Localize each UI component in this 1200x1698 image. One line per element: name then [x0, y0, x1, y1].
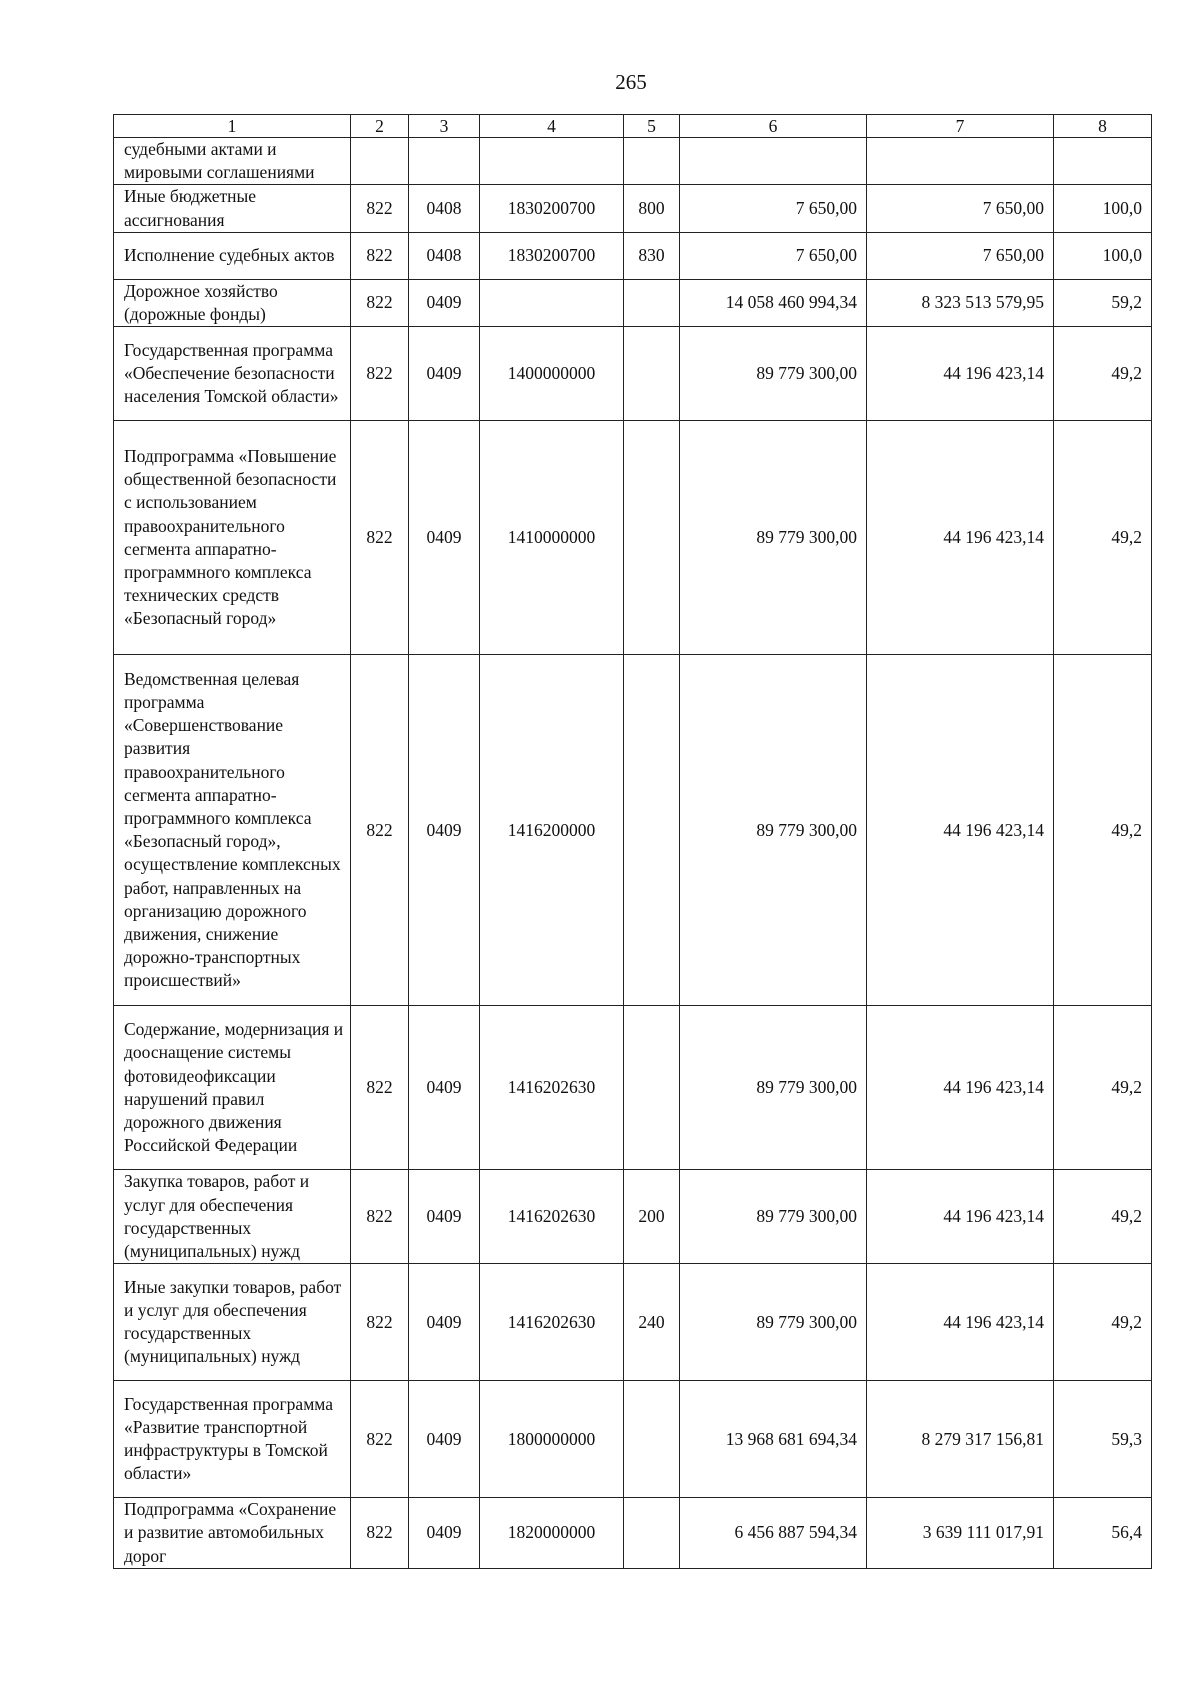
- col-8: 49,2: [1054, 1006, 1152, 1170]
- row-name: Государственная программа «Обеспечение безопасности населения Томской области»: [114, 327, 351, 421]
- table-row: [114, 1006, 1152, 1170]
- col-7: 8 323 513 579,95: [867, 279, 1054, 326]
- col-8: 100,0: [1054, 232, 1152, 279]
- col-8: 56,4: [1054, 1498, 1152, 1569]
- col-5: 800: [624, 185, 680, 232]
- col-6: 6 456 887 594,34: [680, 1498, 867, 1569]
- col-2: 822: [351, 232, 409, 279]
- row-name: Закупка товаров, работ и услуг для обеспечения государственных (муниципальных) нужд: [114, 1170, 351, 1264]
- col-4: 1830200700: [480, 232, 624, 279]
- col-6: [680, 138, 867, 185]
- col-2: 822: [351, 1498, 409, 1569]
- col-5: 830: [624, 232, 680, 279]
- column-header: 4: [480, 115, 624, 138]
- col-8: 100,0: [1054, 185, 1152, 232]
- col-5: [624, 655, 680, 1006]
- table-header-row: [114, 115, 1152, 138]
- column-header: 1: [114, 115, 351, 138]
- col-2: 822: [351, 1170, 409, 1264]
- col-3: 0409: [409, 1006, 480, 1170]
- column-header: 6: [680, 115, 867, 138]
- col-2: 822: [351, 1381, 409, 1498]
- col-3: 0408: [409, 185, 480, 232]
- column-header: 5: [624, 115, 680, 138]
- col-5: [624, 1381, 680, 1498]
- col-7: 44 196 423,14: [867, 327, 1054, 421]
- column-header: 3: [409, 115, 480, 138]
- col-4: 1416202630: [480, 1170, 624, 1264]
- col-5: [624, 421, 680, 655]
- col-4: 1416202630: [480, 1264, 624, 1381]
- col-7: 44 196 423,14: [867, 1170, 1054, 1264]
- col-6: 14 058 460 994,34: [680, 279, 867, 326]
- col-7: 44 196 423,14: [867, 1006, 1054, 1170]
- col-2: 822: [351, 655, 409, 1006]
- col-5: 240: [624, 1264, 680, 1381]
- table-row: [114, 421, 1152, 655]
- col-3: 0409: [409, 1498, 480, 1569]
- col-8: 49,2: [1054, 421, 1152, 655]
- col-4: 1416200000: [480, 655, 624, 1006]
- col-8: 49,2: [1054, 655, 1152, 1006]
- row-name: Дорожное хозяйство (дорожные фонды): [114, 279, 351, 326]
- row-name: Исполнение судебных актов: [114, 232, 351, 279]
- budget-table: [113, 114, 1152, 1569]
- row-name: судебными актами и мировыми соглашениями: [114, 138, 351, 185]
- col-3: 0409: [409, 279, 480, 326]
- col-3: 0409: [409, 1264, 480, 1381]
- column-header: 2: [351, 115, 409, 138]
- table-row: [114, 279, 1152, 326]
- col-6: 89 779 300,00: [680, 1264, 867, 1381]
- col-4: 1830200700: [480, 185, 624, 232]
- col-8: 49,2: [1054, 327, 1152, 421]
- col-2: 822: [351, 1006, 409, 1170]
- col-6: 89 779 300,00: [680, 421, 867, 655]
- col-6: 13 968 681 694,34: [680, 1381, 867, 1498]
- col-5: [624, 279, 680, 326]
- row-name: Содержание, модернизация и дооснащение системы фотовидеофиксации нарушений правил дорожного движения Российской Федерации: [114, 1006, 351, 1170]
- col-4: [480, 279, 624, 326]
- col-4: 1820000000: [480, 1498, 624, 1569]
- col-7: 7 650,00: [867, 185, 1054, 232]
- col-6: 89 779 300,00: [680, 1170, 867, 1264]
- col-3: 0409: [409, 1381, 480, 1498]
- table-row: [114, 1264, 1152, 1381]
- col-3: 0408: [409, 232, 480, 279]
- table-row: [114, 185, 1152, 232]
- col-4: [480, 138, 624, 185]
- col-5: [624, 138, 680, 185]
- col-2: 822: [351, 1264, 409, 1381]
- col-5: 200: [624, 1170, 680, 1264]
- col-6: 89 779 300,00: [680, 327, 867, 421]
- column-header: 8: [1054, 115, 1152, 138]
- col-8: [1054, 138, 1152, 185]
- col-4: 1400000000: [480, 327, 624, 421]
- col-3: 0409: [409, 655, 480, 1006]
- row-name: Ведомственная целевая программа «Совершенствование развития правоохранительного сегмента аппаратно-программного комплекса «Безопасный город», осуществление комплексных работ, направленных на организацию дорожного движения, снижение дорожно-транспортных происшествий»: [114, 655, 351, 1006]
- col-6: 89 779 300,00: [680, 1006, 867, 1170]
- col-3: 0409: [409, 327, 480, 421]
- table-row: [114, 327, 1152, 421]
- row-name: Подпрограмма «Повышение общественной безопасности с использованием правоохранительного сегмента аппаратно-программного комплекса технических средств «Безопасный город»: [114, 421, 351, 655]
- col-3: 0409: [409, 421, 480, 655]
- col-5: [624, 1006, 680, 1170]
- col-3: [409, 138, 480, 185]
- col-2: [351, 138, 409, 185]
- col-6: 7 650,00: [680, 232, 867, 279]
- row-name: Подпрограмма «Сохранение и развитие автомобильных дорог: [114, 1498, 351, 1569]
- col-7: 44 196 423,14: [867, 1264, 1054, 1381]
- table-row: [114, 1498, 1152, 1569]
- page-number: 265: [615, 70, 647, 94]
- row-name: Государственная программа «Развитие транспортной инфраструктуры в Томской области»: [114, 1381, 351, 1498]
- col-4: 1416202630: [480, 1006, 624, 1170]
- col-6: 89 779 300,00: [680, 655, 867, 1006]
- col-8: 49,2: [1054, 1170, 1152, 1264]
- col-7: 44 196 423,14: [867, 655, 1054, 1006]
- col-8: 59,2: [1054, 279, 1152, 326]
- table-row: [114, 1170, 1152, 1264]
- col-6: 7 650,00: [680, 185, 867, 232]
- col-4: 1800000000: [480, 1381, 624, 1498]
- col-8: 49,2: [1054, 1264, 1152, 1381]
- col-4: 1410000000: [480, 421, 624, 655]
- col-2: 822: [351, 185, 409, 232]
- column-header: 7: [867, 115, 1054, 138]
- table-row: [114, 232, 1152, 279]
- col-8: 59,3: [1054, 1381, 1152, 1498]
- col-2: 822: [351, 279, 409, 326]
- col-7: 8 279 317 156,81: [867, 1381, 1054, 1498]
- col-5: [624, 327, 680, 421]
- row-name: Иные закупки товаров, работ и услуг для обеспечения государственных (муниципальных) нужд: [114, 1264, 351, 1381]
- col-3: 0409: [409, 1170, 480, 1264]
- col-5: [624, 1498, 680, 1569]
- col-7: 3 639 111 017,91: [867, 1498, 1054, 1569]
- row-name: Иные бюджетные ассигнования: [114, 185, 351, 232]
- col-7: 44 196 423,14: [867, 421, 1054, 655]
- table-row: [114, 138, 1152, 185]
- table-row: [114, 1381, 1152, 1498]
- col-2: 822: [351, 327, 409, 421]
- col-7: 7 650,00: [867, 232, 1054, 279]
- col-7: [867, 138, 1054, 185]
- table-row: [114, 655, 1152, 1006]
- col-2: 822: [351, 421, 409, 655]
